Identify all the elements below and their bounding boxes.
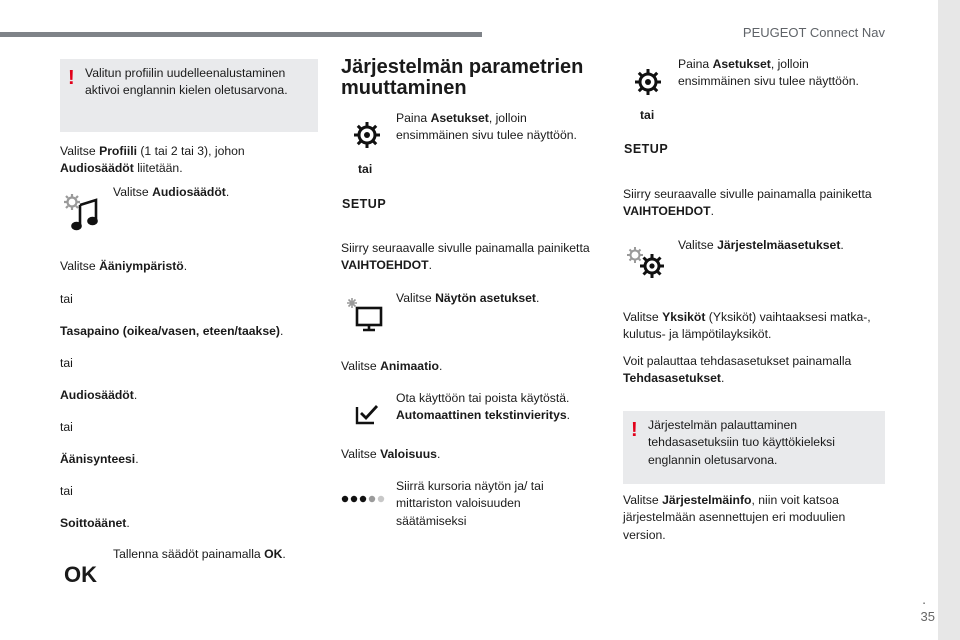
- factory-reset-paragraph: Voit palauttaa tehdasasetukset painamalla Tehdasasetukset.: [623, 354, 852, 386]
- setup-button-label: SETUP: [624, 142, 669, 156]
- gear-icon: [633, 67, 663, 97]
- page-number: 35: [920, 609, 935, 624]
- next-page-text: Siirry seuraavalle sivulle painamalla painiketta VAIHTOEHDOT.: [623, 187, 872, 219]
- animation-line: Valitse Animaatio.: [341, 359, 443, 373]
- warning-icon: !: [631, 419, 638, 441]
- or-label: tai: [60, 484, 73, 498]
- display-brightness-icon: [344, 296, 384, 332]
- setup-button-label: SETUP: [342, 197, 387, 211]
- warning-box-reset: [623, 411, 885, 484]
- press-settings-text: Paina Asetukset, jolloin ensimmäinen sivu tulee näyttöön.: [396, 111, 577, 143]
- page-dots: .: [922, 591, 927, 607]
- ok-button-icon: OK: [64, 562, 97, 587]
- brightness-slider-text: Siirrä kursoria näytön ja/ tai mittariston valoisuuden säätämiseksi: [396, 479, 544, 528]
- or-label: tai: [60, 292, 73, 306]
- units-paragraph: Valitse Yksiköt (Yksiköt) vaihtaaksesi matka-, kulutus- ja lämpötilayksiköt.: [623, 310, 871, 342]
- auto-scroll-toggle-text: Ota käyttöön tai poista käytöstä. Automaattinen tekstinvieritys.: [396, 391, 571, 423]
- save-settings-text: Tallenna säädöt painamalla OK.: [113, 547, 286, 561]
- next-page-text: Siirry seuraavalle sivulle painamalla painiketta VAIHTOEHDOT.: [341, 241, 590, 273]
- display-settings-step: Valitse Näytön asetukset.: [396, 291, 540, 305]
- system-info-paragraph: Valitse Järjestelmäinfo, niin voit katsoa järjestelmään asennettujen eri moduulien version.: [623, 493, 846, 542]
- brightness-line: Valitse Valoisuus.: [341, 447, 441, 461]
- system-settings-step: Valitse Järjestelmäasetukset.: [678, 238, 844, 252]
- press-settings-text: Paina Asetukset, jolloin ensimmäinen sivu tulee näyttöön.: [678, 57, 859, 89]
- option-ringtones: Soittoäänet.: [60, 516, 130, 530]
- section-heading: Järjestelmän parametrien muuttaminen: [341, 56, 584, 100]
- option-balance: Tasapaino (oikea/vasen, eteen/taakse).: [60, 324, 284, 338]
- system-settings-icon: [625, 245, 669, 281]
- sound-env-line: Valitse Ääniympäristö.: [60, 259, 188, 273]
- step-audio-settings: Valitse Audiosäädöt.: [113, 185, 230, 199]
- warning-text: Järjestelmän palauttaminen tehdasasetuksiin tuo käyttökieleksi englannin oletusarvona.: [648, 418, 835, 467]
- header-bar: [0, 32, 482, 37]
- or-label: tai: [60, 420, 73, 434]
- warning-text: Valitun profiilin uudelleenalustaminen aktivoi englannin kielen oletusarvona.: [85, 66, 288, 98]
- audio-settings-icon: [61, 193, 101, 231]
- option-audio-settings: Audiosäädöt.: [60, 388, 138, 402]
- option-voice-synthesis: Äänisynteesi.: [60, 452, 139, 466]
- or-label: tai: [640, 108, 655, 122]
- page-edge-strip: [938, 0, 960, 640]
- page-header-title: PEUGEOT Connect Nav: [742, 25, 885, 40]
- profile-paragraph: Valitse Profiili (1 tai 2 tai 3), johon Audiosäädöt liitetään.: [60, 144, 245, 176]
- checkbox-icon: [355, 403, 379, 425]
- gear-icon: [352, 120, 382, 150]
- or-label: tai: [60, 356, 73, 370]
- warning-icon: !: [68, 67, 75, 89]
- or-label: tai: [358, 162, 373, 176]
- warning-box-profile: [60, 59, 318, 132]
- brightness-slider-icon: [341, 493, 386, 505]
